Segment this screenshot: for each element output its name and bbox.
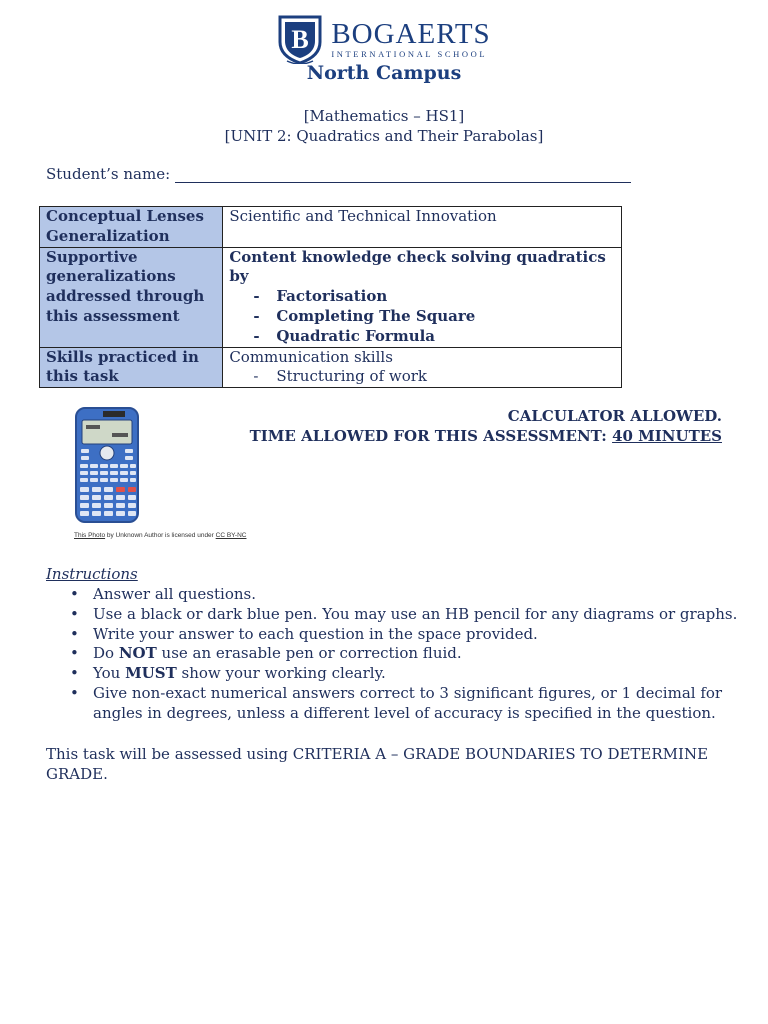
instructions-list [46, 585, 768, 724]
list-item: - Factorisation [253, 287, 615, 307]
content-knowledge-heading: Content knowledge check solving quadratics by [229, 247, 606, 286]
student-name-label: Student’s name: [46, 165, 175, 183]
time-allowed: TIME ALLOWED FOR THIS ASSESSMENT: 40 MINUTES [249, 427, 722, 445]
table-row [40, 207, 622, 248]
skills-heading: Communication skills [229, 347, 393, 366]
supportive-generalizations-label: Supportive generalizations addressed through this assessment [40, 247, 223, 347]
school-subtitle: INTERNATIONAL SCHOOL [331, 48, 488, 59]
school-name: BOGAERTS [331, 17, 491, 50]
list-item: • Use a black or dark blue pen. You may use an HB pencil for any diagrams or graphs. [93, 605, 768, 625]
calculator-allowed: CALCULATOR ALLOWED. [507, 407, 722, 425]
campus-title: North Campus [306, 62, 462, 84]
instructions-title: Instructions [46, 565, 138, 583]
svg-text:B: B [291, 25, 309, 54]
assessment-info-table [39, 206, 622, 388]
photo-credit-link[interactable]: This Photo [74, 532, 106, 539]
student-name-row [46, 165, 631, 183]
grading-note: This task will be assessed using CRITERIA A – GRADE BOUNDARIES TO DETERMINE GRADE. [46, 745, 709, 783]
skills-label: Skills practiced in this task [40, 347, 223, 388]
supportive-generalizations-value [223, 247, 622, 347]
conceptual-lenses-value: Scientific and Technical Innovation [223, 207, 622, 248]
list-item: • You MUST show your working clearly. [93, 664, 768, 684]
unit-title: [UNIT 2: Quadratics and Their Parabolas] [224, 127, 544, 145]
list-item: • Give non-exact numerical answers correct to 3 significant figures, or 1 decimal for angles in degrees, unless a different level of accuracy is specified in the question. [93, 684, 768, 724]
subject-block [0, 106, 768, 146]
list-item: - Structuring of work [253, 367, 615, 387]
shield-icon [277, 14, 323, 64]
skills-list [229, 367, 615, 387]
list-item: • Do NOT use an erasable pen or correction fluid. [93, 644, 768, 664]
list-item: • Answer all questions. [93, 585, 768, 605]
table-row [40, 247, 622, 347]
time-value: 40 MINUTES [612, 427, 722, 445]
list-item: - Completing The Square [253, 307, 615, 327]
list-item: • Write your answer to each question in the space provided. [93, 625, 768, 645]
skills-value [223, 347, 622, 388]
calculator-image [74, 406, 140, 524]
conceptual-lenses-label: Conceptual Lenses Generalization [40, 207, 223, 248]
list-item: - Quadratic Formula [253, 327, 615, 347]
assessment-conditions [250, 406, 722, 446]
school-header [0, 14, 768, 68]
subject-title: [Mathematics – HS1] [303, 107, 465, 125]
student-name-field[interactable] [175, 166, 631, 183]
license-link[interactable]: CC BY-NC [215, 532, 247, 539]
school-logo [277, 14, 490, 64]
methods-list [229, 287, 615, 346]
calculator-figure [74, 406, 254, 540]
photo-credit: This Photo by Unknown Author is licensed under CC BY-NC [74, 532, 247, 539]
table-row [40, 347, 622, 388]
